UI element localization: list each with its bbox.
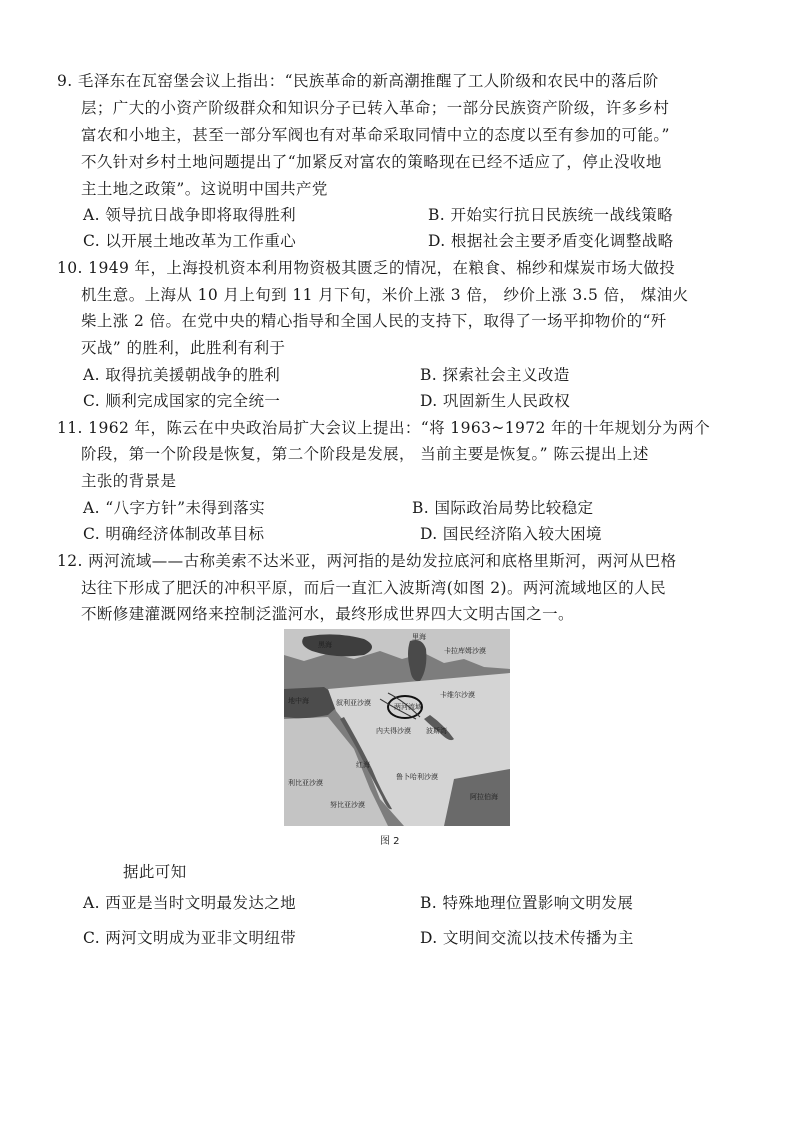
map-label-karakum: 卡拉库姆沙漠 (444, 647, 486, 655)
q11-option-a[interactable]: A. “八字方针”未得到落实 (83, 499, 265, 517)
map-label-nafud: 内夫得沙漠 (376, 727, 411, 735)
q11-line-1: 11. 1962 年，陈云在中央政治局扩大会议上提出：“将 1963~1972 年的十年规划分为两个 (57, 419, 711, 437)
q10-line-3: 柴上涨 2 倍。在党中央的精心指导和全国人民的支持下，取得了一场平抑物价的“歼 (81, 312, 667, 330)
q10-line-1: 10. 1949 年，上海投机资本利用物资极其匮乏的情况，在粮食、棉纱和煤炭市场大做投 (57, 259, 676, 277)
map-label-dasht: 卡维尔沙漠 (440, 691, 475, 699)
mesopotamia-map (284, 629, 510, 826)
q10-option-a[interactable]: A. 取得抗美援朝战争的胜利 (83, 366, 281, 384)
q9-line-1: 9. 毛泽东在瓦窑堡会议上指出：“民族革命的新高潮推醒了工人阶级和农民中的落后阶 (57, 72, 659, 90)
q12-option-a[interactable]: A. 西亚是当时文明最发达之地 (83, 894, 297, 912)
q9-option-b[interactable]: B. 开始实行抗日民族统一战线策略 (428, 206, 674, 224)
q12-line-1: 12. 两河流域——古称美索不达米亚，两河指的是幼发拉底河和底格里斯河，两河从巴格 (57, 552, 677, 570)
map-label-rub-al-khali: 鲁卜哈利沙漠 (396, 773, 438, 781)
q12-prompt: 据此可知 (123, 863, 187, 881)
q10-option-d[interactable]: D. 巩固新生人民政权 (420, 392, 571, 410)
q9-option-d[interactable]: D. 根据社会主要矛盾变化调整战略 (428, 232, 674, 250)
map-graphic (284, 629, 510, 826)
q10-line-2: 机生意。上海从 10 月上旬到 11 月下旬，米价上涨 3 倍， 纱价上涨 3.5 倍， 煤油火 (81, 286, 689, 304)
map-label-red-sea: 红海 (356, 761, 370, 769)
map-label-mediterranean: 地中海 (288, 697, 309, 705)
q12-line-3: 不断修建灌溉网络来控制泛滥河水，最终形成世界四大文明古国之一。 (81, 605, 574, 623)
q11-option-c[interactable]: C. 明确经济体制改革目标 (83, 525, 265, 543)
map-label-arabian-sea: 阿拉伯海 (470, 793, 498, 801)
q9-line-2: 层；广大的小资产阶级群众和知识分子已转入革命；一部分民族资产阶级，许多乡村 (81, 99, 670, 117)
q9-option-a[interactable]: A. 领导抗日战争即将取得胜利 (83, 206, 297, 224)
map-label-nubian: 努比亚沙漠 (330, 801, 365, 809)
q9-line-4: 不久针对乡村土地问题提出了“加紧反对富农的策略现在已经不适应了，停止没收地 (81, 153, 662, 171)
q12-option-b[interactable]: B. 特殊地理位置影响文明发展 (420, 894, 634, 912)
figure-caption: 图 2 (380, 836, 400, 847)
map-label-caspian: 里海 (412, 633, 426, 641)
q11-option-d[interactable]: D. 国民经济陷入较大困境 (420, 525, 602, 543)
q10-option-c[interactable]: C. 顺利完成国家的完全统一 (83, 392, 281, 410)
map-label-persian-gulf: 波斯湾 (426, 727, 447, 735)
q11-line-2: 阶段，第一个阶段是恢复，第二个阶段是发展， 当前主要是恢复。” 陈云提出上述 (81, 445, 649, 463)
map-label-mesopotamia: 两河流域 (394, 703, 422, 711)
q12-option-d[interactable]: D. 文明间交流以技术传播为主 (420, 929, 634, 947)
q12-option-c[interactable]: C. 两河文明成为亚非文明纽带 (83, 929, 297, 947)
q12-line-2: 达往下形成了肥沃的冲积平原，而后一直汇入波斯湾(如图 2)。两河流域地区的人民 (81, 579, 666, 597)
q9-line-3: 富农和小地主，甚至一部分军阀也有对革命采取同情中立的态度以至有参加的可能。” (81, 126, 670, 144)
q11-option-b[interactable]: B. 国际政治局势比较稳定 (412, 499, 594, 517)
q9-line-5: 主土地之政策”。这说明中国共产党 (81, 180, 328, 198)
map-label-libyan: 利比亚沙漠 (288, 779, 323, 787)
q9-option-c[interactable]: C. 以开展土地改革为工作重心 (83, 232, 297, 250)
q11-line-3: 主张的背景是 (81, 472, 177, 490)
map-label-syrian-desert: 叙利亚沙漠 (336, 699, 371, 707)
map-label-black-sea: 黑海 (318, 641, 332, 649)
q10-line-4: 灭战” 的胜利，此胜利有利于 (81, 339, 286, 357)
q10-option-b[interactable]: B. 探索社会主义改造 (420, 366, 570, 384)
